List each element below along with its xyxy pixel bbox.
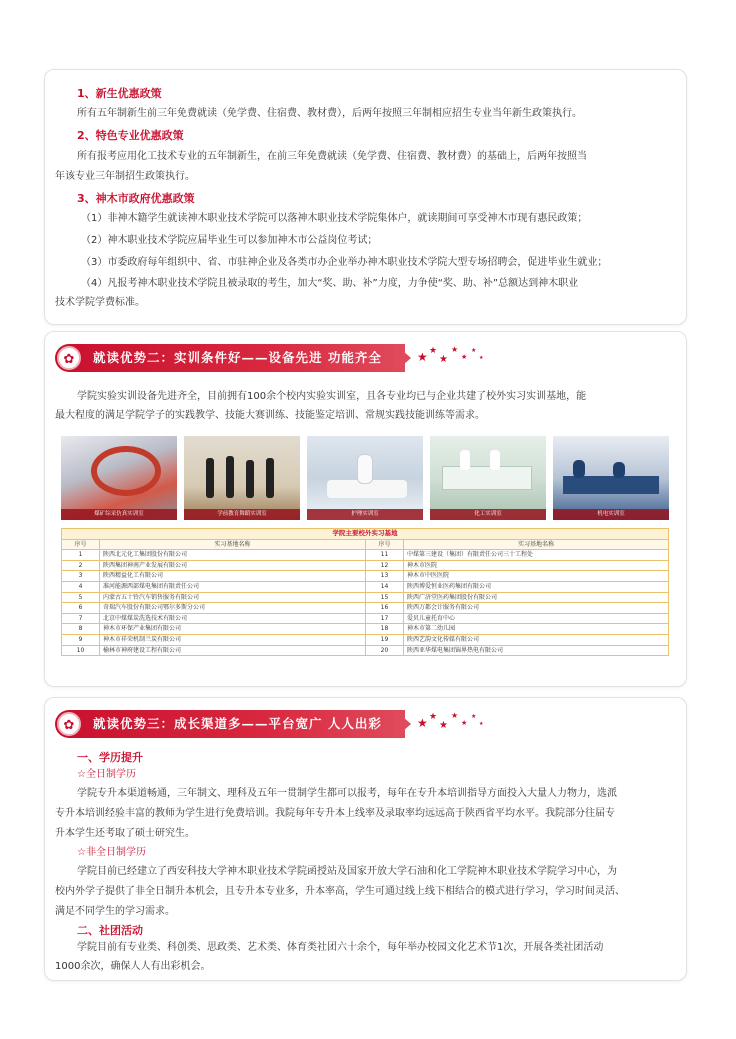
table-row: 7 北京中煤煤炭洗选技术有限公司 17 爱贝儿童托育中心 <box>62 613 669 624</box>
gov-policy-item: 技术学院学费标准。 <box>55 297 145 308</box>
stars-decoration-icon: ★ ★ ★ ★ ★ ★ ★ <box>417 711 484 731</box>
col-header: 序号 <box>366 539 404 550</box>
para-new-student-policy: 所有五年制新生前三年免费就读（免学费、住宿费、教材费），后两年按照三年制相应招生专业当年新生政策执行。 <box>77 108 582 119</box>
heading-degree-upgrade: 一、学历提升 <box>77 751 143 764</box>
part-time-para-3: 满足不同学生的学习需求。 <box>55 906 175 917</box>
heading-special-major-policy: 2、特色专业优惠政策 <box>77 129 184 142</box>
table-row: 2 陕西集团神南产业发展有限公司 12 神木市医院 <box>62 560 669 571</box>
banner-title: 就读优势二：实训条件好——设备先进 功能齐全 <box>93 350 382 365</box>
table-row: 9 神木市祥荣机制兰炭有限公司 19 陕西艺韵文化传媒有限公司 <box>62 634 669 645</box>
training-para-2: 最大程度的满足学院学子的实践教学、技能大赛训练、技能鉴定培训、常规实践技能训练等需求。 <box>55 410 485 421</box>
photo-coal-mining-lab: 煤矿综采仿真实训室 <box>61 436 177 520</box>
part-time-para-1: 学院目前已经建立了西安科技大学神木职业技术学院函授站及国家开放大学石油和化工学院神木职业技术学院学习中心，为 <box>77 866 617 877</box>
sub-full-time: ☆全日制学历 <box>77 769 136 780</box>
policy-card <box>44 69 687 325</box>
table-title: 学院主要校外实习基地 <box>62 529 669 540</box>
college-logo-icon: ✿ <box>57 346 81 370</box>
training-photos <box>61 436 673 520</box>
training-para-1: 学院实验实训设备先进齐全，目前拥有100余个校内实验实训室，且各专业均已与企业共建了校外实习实训基地，能 <box>77 391 587 402</box>
gov-policy-item: （3）市委政府每年组织中、省、市驻神企业及各类市办企业举办神木职业技术学院大型专场招聘会，促进毕业生就业； <box>81 257 608 268</box>
banner-title: 就读优势三：成长渠道多——平台宽广 人人出彩 <box>93 716 382 731</box>
growth-card <box>44 697 687 981</box>
stars-decoration-icon: ★ ★ ★ ★ ★ ★ ★ <box>417 345 484 365</box>
photo-mechatronics-lab: 机电实训室 <box>553 436 669 520</box>
gov-policy-item: （1）非神木籍学生就读神木职业技术学院可以落神木职业技术学院集体户，就读期间可享受神木市现有惠民政策； <box>81 213 588 224</box>
clubs-para-1: 学院目前有专业类、科创类、思政类、艺术类、体育类社团六十余个，每年举办校园文化艺术节1次，开展各类社团活动 <box>77 942 604 953</box>
table-row: 6 奇瑞汽车股份有限公司鄂尔多斯分公司 16 陕西万都会计服务有限公司 <box>62 603 669 614</box>
para-special-major-policy-2: 年该专业三年制招生政策执行。 <box>55 171 195 182</box>
full-time-para-1: 学院专升本渠道畅通，三年制文、理科及五年一贯制学生都可以报考，每年在专升本培训指导方面投入大量人力物力，选派 <box>77 788 617 799</box>
heading-government-policy: 3、神木市政府优惠政策 <box>77 192 195 205</box>
training-card <box>44 331 687 687</box>
external-bases-table <box>61 528 669 656</box>
full-time-para-3: 升本学生还考取了硕士研究生。 <box>55 828 195 839</box>
part-time-para-2: 校内外学子提供了非全日制升本机会，且专升本专业多，升本率高，学生可通过线上线下相结合的模式进行学习，学习时间灵活、 <box>55 886 625 897</box>
gov-policy-item: （2）神木职业技术学院应届毕业生可以参加神木市公益岗位考试； <box>81 235 378 246</box>
table-row: 10 榆林市神府建设工程有限公司 20 陕西亚华煤电集团锦界热电有限公司 <box>62 645 669 656</box>
table-row: 1 陕西北元化工集团股份有限公司 11 中煤第三建设（集团）有限责任公司三十工程处 <box>62 550 669 561</box>
heading-new-student-policy: 1、新生优惠政策 <box>77 87 162 100</box>
table-row: 8 神木市环保产业集团有限公司 18 神木市第二幼儿园 <box>62 624 669 635</box>
col-header: 序号 <box>62 539 100 550</box>
para-special-major-policy-1: 所有报考应用化工技术专业的五年制新生，在前三年免费就读（免学费、住宿费、教材费）的基础上，后两年按照当 <box>77 151 587 162</box>
table-row: 5 内蒙古五十铃汽车销售服务有限公司 15 陕西广济堂医药集团股份有限公司 <box>62 592 669 603</box>
col-header: 实习基地名称 <box>404 539 669 550</box>
full-time-para-2: 专升本培训经验丰富的教师为学生进行免费培训。我院每年专升本上线率及录取率均远远高于陕西省平均水平。我院部分往届专 <box>55 808 615 819</box>
gov-policy-item: （4）凡报考神木职业技术学院且被录取的考生，加大“奖、助、补”力度，力争使“奖、助、补”总额达到神木职业 <box>81 278 579 289</box>
col-header: 实习基地名称 <box>100 539 366 550</box>
clubs-para-2: 1000余次，确保人人有出彩机会。 <box>55 961 211 972</box>
college-logo-icon: ✿ <box>57 712 81 736</box>
photo-dance-lab: 学前教育舞蹈实训室 <box>184 436 300 520</box>
heading-clubs: 二、社团活动 <box>77 924 143 937</box>
section-banner <box>55 710 484 738</box>
table-row: 3 陕西精益化工有限公司 13 神木市中医医院 <box>62 571 669 582</box>
sub-part-time: ☆非全日制学历 <box>77 847 146 858</box>
section-banner <box>55 344 484 372</box>
table-row: 4 准河能源西部煤电集团有限责任公司 14 陕西博爱恒业医药集团有限公司 <box>62 581 669 592</box>
photo-chemical-lab: 化工实训室 <box>430 436 546 520</box>
photo-nursing-lab: 护理实训室 <box>307 436 423 520</box>
